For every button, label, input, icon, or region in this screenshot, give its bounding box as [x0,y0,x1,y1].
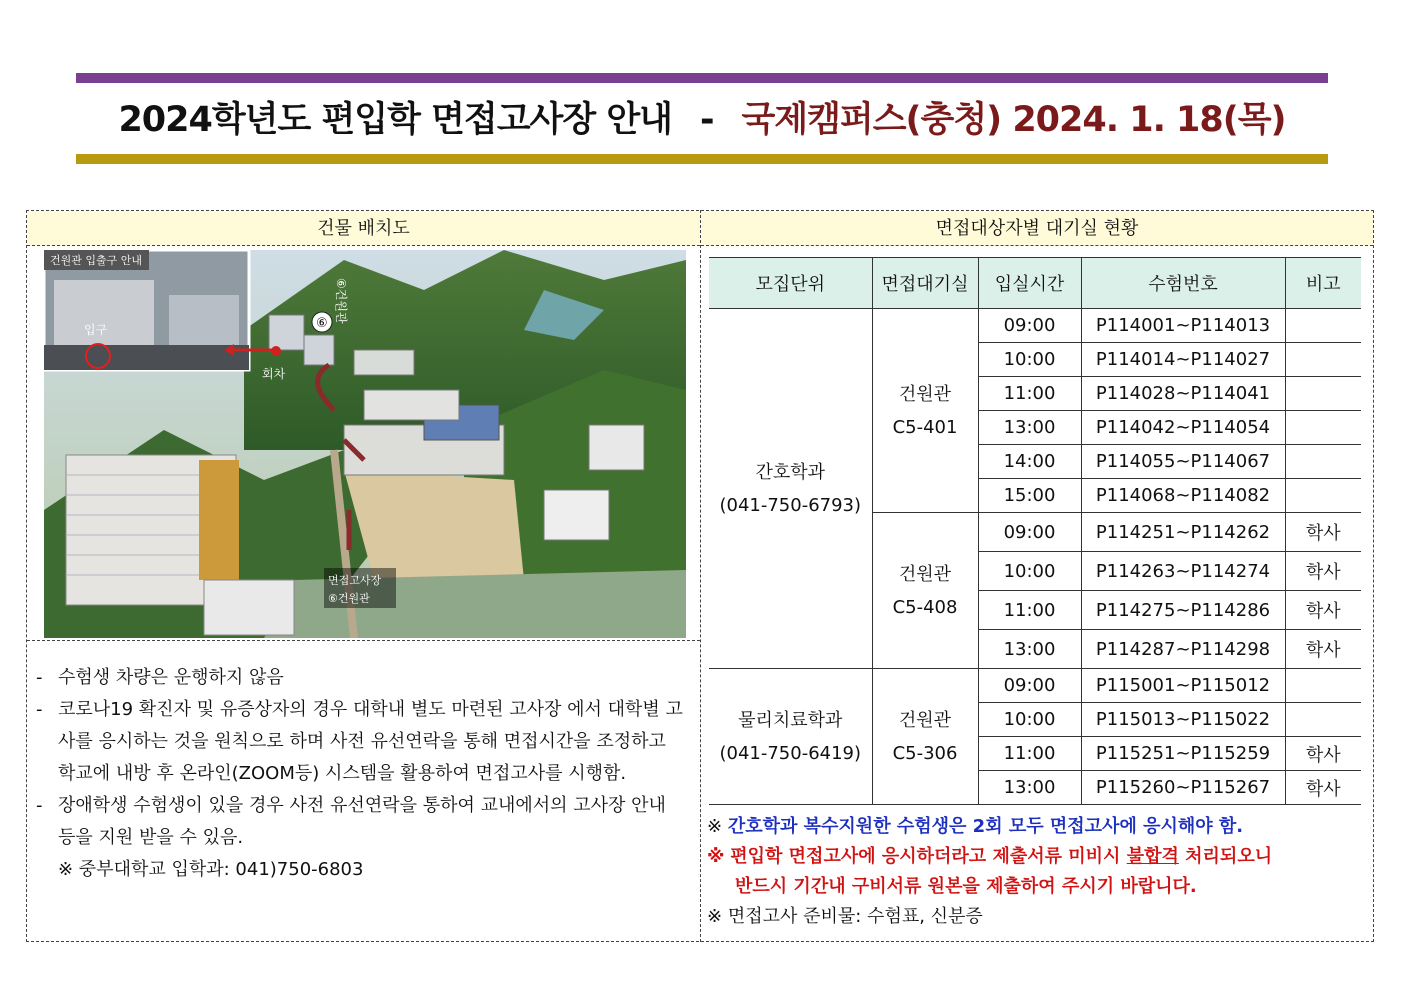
map-turn-label: 회차 [262,367,286,381]
map-exam-label-1: 면접고사장 [328,574,382,587]
room-c5-408: 건원관 C5-408 [872,513,978,669]
col-unit: 모집단위 [709,258,872,309]
table-row: 10:00 P114263~P114274 학사 [709,552,1361,591]
footnote-red-line2: 반드시 기간내 구비서류 원본을 제출하여 주시기 바랍니다. [735,876,1197,897]
table-row: 10:00 P114014~P114027 [709,343,1361,377]
table-row: 15:00 P114068~P114082 [709,479,1361,513]
fail-underlined: 불합격 [1126,846,1179,867]
col-room: 면접대기실 [872,258,978,309]
page-title [76,92,1328,148]
title-main: 2024학년도 편입학 면접고사장 안내 [118,100,672,140]
table-row: 물리치료학과 (041-750-6419) 건원관 C5-306 09:00 P115001~P115012 [709,669,1361,703]
note-item: - 수험생 차량은 운행하지 않음 [36,667,284,688]
title-separator: - [699,100,714,140]
table-row: 11:00 P115251~P115259 학사 [709,737,1361,771]
room-c5-401: 건원관 C5-401 [872,309,978,513]
table-row: 건원관 C5-408 09:00 P114251~P114262 학사 [709,513,1361,552]
table-row: 간호학과 (041-750-6793) 건원관 C5-401 09:00 P114001~P114013 [709,309,1361,343]
map-inset-caption: 건원관 입출구 안내 [50,254,143,267]
waiting-room-header: 면접대상자별 대기실 현황 [701,211,1373,246]
notes-list [36,662,686,886]
col-time: 입실시간 [978,258,1081,309]
col-exam-number: 수험번호 [1081,258,1285,309]
table-row: 13:00 P114042~P114054 [709,411,1361,445]
building-layout-header: 건물 배치도 [27,211,700,246]
column-divider [700,210,701,942]
map-building-badge-label: ⑥ [316,316,328,331]
waiting-room-table [709,257,1361,805]
table-row: 14:00 P114055~P114067 [709,445,1361,479]
table-header-row [709,258,1361,309]
photo-divider [27,640,700,641]
admission-contact: ※ 중부대학교 입학과: 041)750-6803 [58,859,364,880]
note-item: - 장애학생 수험생이 있을 경우 사전 유선연락을 통하여 교내에서의 고사장 안내 등을 지원 받을 수 있음. [36,795,666,848]
footnotes [707,812,1367,932]
campus-map [44,250,686,638]
table-row: 11:00 P114275~P114286 학사 [709,591,1361,630]
map-exam-label-2: ⑥건원관 [328,592,370,605]
note-item: - 코로나19 확진자 및 유증상자의 경우 대학내 별도 마련된 고사장 에서 대학별 고사를 응시하는 것을 원칙으로 하며 사전 유선연락을 통해 면접시간을 조정하고 학교에 내방 후 온라인(ZOOM등) 시스템을 활용하여 면접고사를 시행함. [36,699,683,784]
col-remarks: 비고 [1285,258,1361,309]
title-campus-date: 국제캠퍼스(충청) 2024. 1. 18(목) [741,100,1286,140]
footnote-red: ※ 편입학 면접고사에 응시하더라고 제출서류 미비시 불합격 처리되오니 [707,846,1273,867]
footnote-plain: ※ 면접고사 준비물: 수험표, 신분증 [707,906,983,927]
table-row: 10:00 P115013~P115022 [709,703,1361,737]
unit-nursing: 간호학과 (041-750-6793) [709,309,872,669]
footnote-blue: ※ 간호학과 복수지원한 수험생은 2회 모두 면접고사에 응시해야 함. [707,816,1244,837]
unit-physical-therapy: 물리치료학과 (041-750-6419) [709,669,872,805]
room-c5-306: 건원관 C5-306 [872,669,978,805]
title-bottom-bar [76,154,1328,164]
table-row: 13:00 P114287~P114298 학사 [709,630,1361,669]
table-row: 13:00 P115260~P115267 학사 [709,771,1361,805]
map-building-vertical-label: ⑥건원관 [334,278,348,324]
table-row: 11:00 P114028~P114041 [709,377,1361,411]
title-top-bar [76,73,1328,83]
map-entrance-label: 입구 [84,323,108,337]
